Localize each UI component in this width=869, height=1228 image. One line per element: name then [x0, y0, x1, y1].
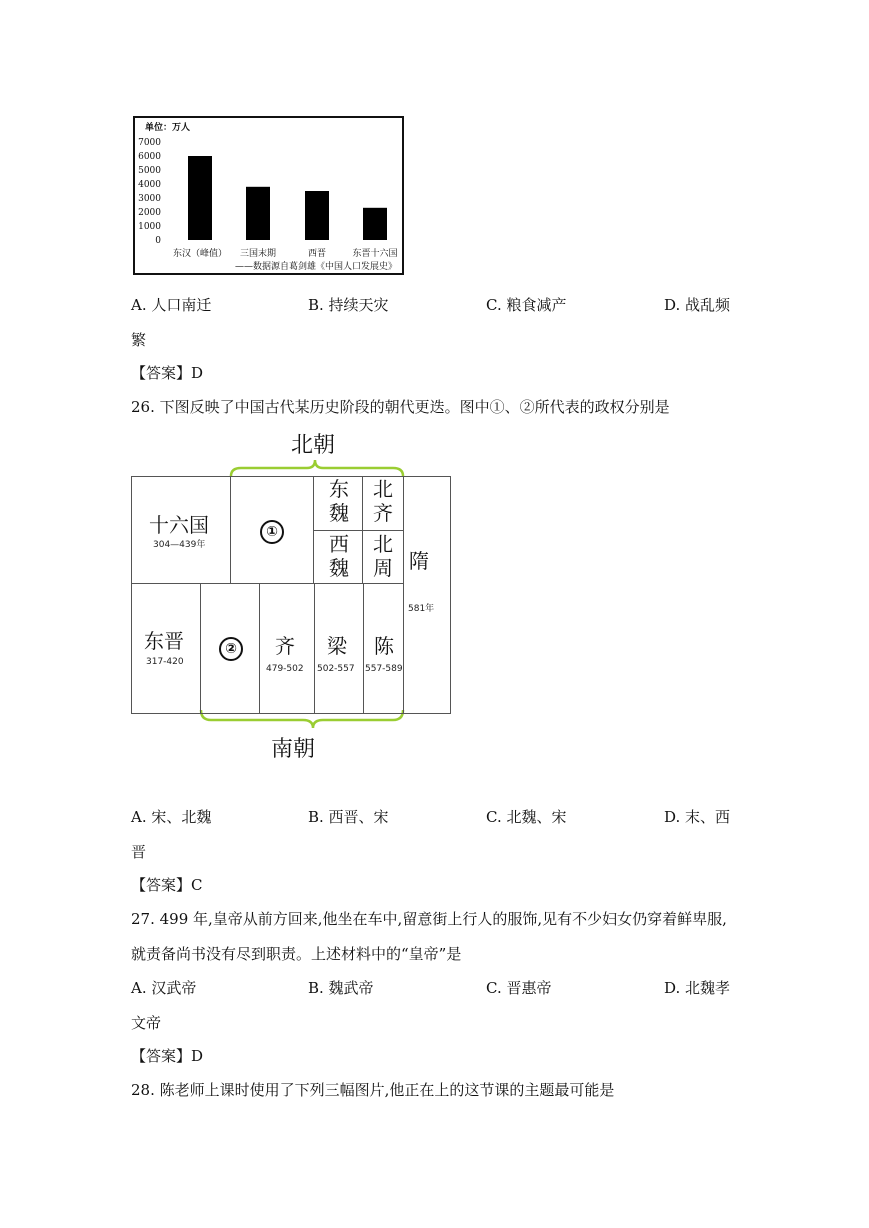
- q25-option-a[interactable]: A. 人口南迁: [131, 296, 212, 314]
- q28-stem: 28. 陈老师上课时使用了下列三幅图片,他正在上的这节课的主题最可能是: [131, 1081, 615, 1099]
- q25-answer: 【答案】D: [131, 364, 204, 382]
- label-sixteen-kingdoms: 十六国: [149, 513, 209, 537]
- q26-option-b[interactable]: B. 西晋、宋: [308, 808, 389, 826]
- dynasty-diagram: [131, 425, 461, 765]
- marker-1: ①: [260, 520, 284, 544]
- q26-option-d[interactable]: D. 末、西: [664, 808, 731, 826]
- marker-2: ②: [219, 637, 243, 661]
- label-chen: 陈: [374, 634, 394, 658]
- label-qi-years: 479-502: [266, 664, 304, 674]
- q26-answer: 【答案】C: [131, 876, 203, 894]
- south-dynasties-label: 南朝: [271, 737, 316, 762]
- bar: [188, 156, 212, 240]
- chart-canvas: [135, 118, 402, 273]
- y-tick-label: 2000: [138, 208, 161, 218]
- q27-option-c[interactable]: C. 晋惠帝: [486, 979, 552, 997]
- label-liang: 梁: [327, 634, 347, 658]
- y-tick-label: 5000: [138, 166, 161, 176]
- y-tick-label: 4000: [138, 180, 161, 190]
- chart-source: ——数据源自葛剑雄《中国人口发展史》: [234, 262, 397, 272]
- cell-sui: [403, 476, 451, 714]
- bar: [305, 191, 329, 240]
- label-qi: 齐: [275, 634, 295, 658]
- label-liang-years: 502-557: [317, 664, 355, 674]
- label-sui-year: 581年: [408, 604, 435, 614]
- bar: [246, 187, 270, 240]
- q27-option-d[interactable]: D. 北魏孝: [664, 979, 731, 997]
- q26-option-wrap: 晋: [131, 843, 147, 861]
- chart-unit-label: 单位：万人: [145, 123, 191, 133]
- y-tick-label: 1000: [138, 222, 161, 232]
- q26-option-a[interactable]: A. 宋、北魏: [131, 808, 212, 826]
- y-tick-label: 3000: [138, 194, 161, 204]
- label-beizhou: 北周: [373, 532, 393, 580]
- q27-option-b[interactable]: B. 魏武帝: [308, 979, 374, 997]
- q27-stem-line1: 27. 499 年,皇帝从前方回来,他坐在车中,留意街上行人的服饰,见有不少妇女仍穿着鲜卑服,: [131, 910, 727, 928]
- q26-stem: 26. 下图反映了中国古代某历史阶段的朝代更迭。图中①、②所代表的政权分别是: [131, 398, 670, 416]
- label-dongjin-years: 317-420: [146, 657, 184, 667]
- x-category-label: 三国末期: [239, 249, 277, 259]
- y-tick-label: 0: [155, 236, 161, 246]
- q25-option-c[interactable]: C. 粮食减产: [486, 296, 567, 314]
- label-dongwei: 东魏: [329, 477, 349, 525]
- x-category-label: 东汉（峰值）: [172, 249, 228, 259]
- y-tick-label: 6000: [138, 152, 161, 162]
- label-dongjin: 东晋: [144, 629, 184, 653]
- label-chen-years: 557-589: [365, 664, 403, 674]
- q27-stem-line2: 就责备尚书没有尽到职责。上述材料中的“皇帝”是: [131, 945, 462, 963]
- population-bar-chart: [133, 116, 404, 275]
- q27-option-a[interactable]: A. 汉武帝: [131, 979, 197, 997]
- q27-answer: 【答案】D: [131, 1047, 204, 1065]
- bar: [363, 208, 387, 240]
- q26-option-c[interactable]: C. 北魏、宋: [486, 808, 567, 826]
- label-sixteen-years: 304—439年: [153, 540, 206, 550]
- q25-option-d[interactable]: D. 战乱频: [664, 296, 731, 314]
- label-sui: 隋: [409, 549, 429, 573]
- q25-option-wrap: 繁: [131, 331, 147, 349]
- x-category-label: 东晋十六国: [352, 249, 398, 259]
- x-category-label: 西晋: [307, 249, 327, 259]
- label-xiwei: 西魏: [329, 532, 349, 580]
- q25-option-b[interactable]: B. 持续天灾: [308, 296, 389, 314]
- y-tick-label: 7000: [138, 138, 161, 148]
- q27-option-wrap: 文帝: [131, 1014, 162, 1032]
- label-beiqi: 北齐: [373, 477, 393, 525]
- north-dynasties-label: 北朝: [291, 433, 336, 458]
